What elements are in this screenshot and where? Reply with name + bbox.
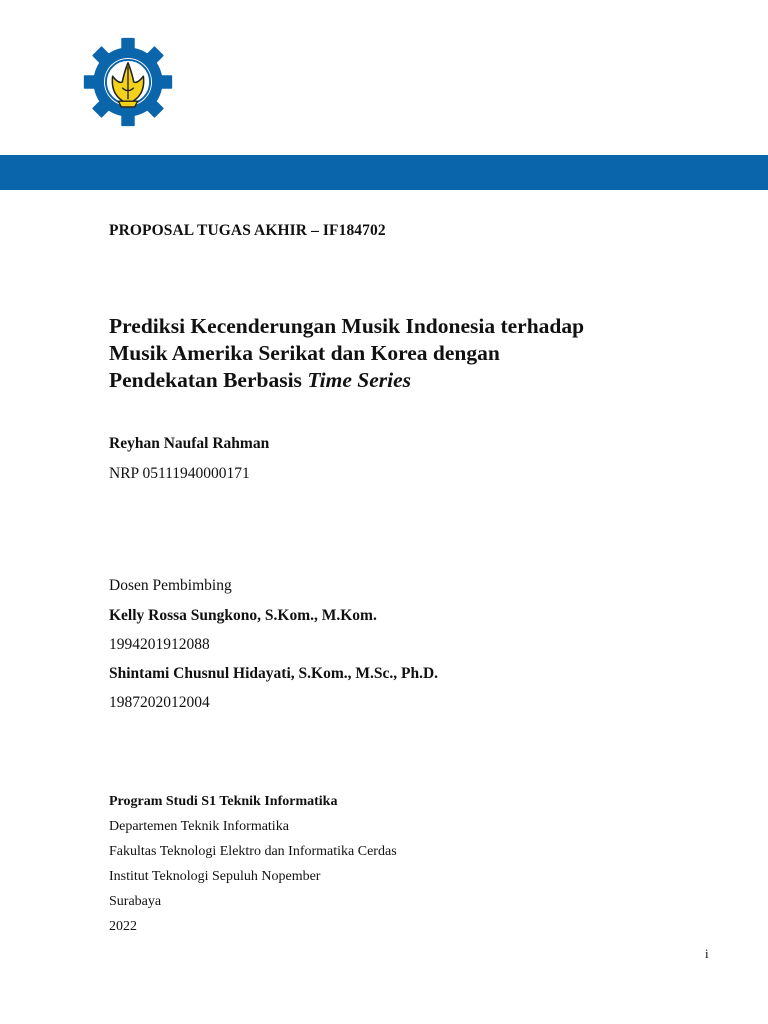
department-name: Departemen Teknik Informatika	[109, 819, 289, 834]
author-name: Reyhan Naufal Rahman	[109, 435, 270, 452]
thesis-title	[109, 313, 584, 394]
faculty-name: Fakultas Teknologi Elektro dan Informatika Cerdas	[109, 844, 397, 859]
page-number: i	[705, 946, 709, 961]
city: Surabaya	[109, 894, 162, 909]
supervisor-2-name: Shintami Chusnul Hidayati, S.Kom., M.Sc., Ph.D.	[109, 665, 439, 682]
title-line-3-italic: Time Series	[307, 368, 412, 392]
title-line-2: Musik Amerika Serikat dan Korea dengan	[109, 341, 500, 365]
program-name: Program Studi S1 Teknik Informatika	[109, 794, 338, 809]
supervisors-label: Dosen Pembimbing	[109, 577, 232, 594]
title-line-1: Prediksi Kecenderungan Musik Indonesia terhadap	[109, 314, 585, 338]
proposal-label: PROPOSAL TUGAS AKHIR – IF184702	[109, 222, 386, 239]
institute-name: Institut Teknologi Sepuluh Nopember	[109, 869, 321, 884]
author-nrp: NRP 05111940000171	[109, 465, 250, 482]
supervisor-2-id: 1987202012004	[109, 694, 210, 711]
header-band	[0, 155, 768, 190]
supervisor-1-name: Kelly Rossa Sungkono, S.Kom., M.Kom.	[109, 607, 377, 624]
title-line-3-prefix: Pendekatan Berbasis	[109, 368, 308, 392]
year: 2022	[109, 919, 137, 934]
its-logo-icon	[80, 34, 176, 130]
title-line-3	[109, 367, 584, 394]
supervisor-1-id: 1994201912088	[109, 636, 210, 653]
